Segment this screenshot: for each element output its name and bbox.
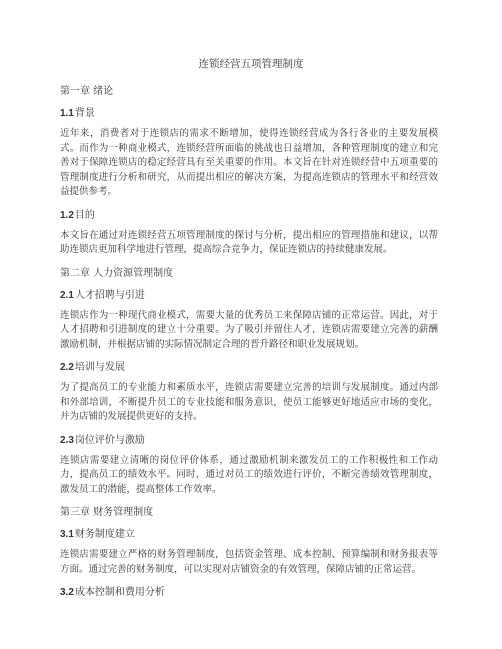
section-number: 3.2 xyxy=(60,587,74,598)
paragraph: 连锁店需要建立清晰的岗位评价体系，通过激励机制来激发员工的工作积极性和工作动力，提高员工的绩效水平。同时，通过对员工的绩效进行评价，不断完善绩效管理制度，激发员工的潜能，提高整体工作效率。 xyxy=(60,454,438,495)
section-heading xyxy=(60,107,442,121)
chapter-heading: 第三章 财务管理制度 xyxy=(60,507,154,518)
chapter-heading: 第二章 人力资源管理制度 xyxy=(60,267,174,279)
section-title: 岗位评价与激励 xyxy=(74,434,145,446)
paragraph: 连锁店作为一种现代商业模式，需要大量的优秀员工来保障店铺的正常运营。因此，对于人才招聘和引进制度的建立十分重要。为了吸引并留住人才，连锁店需要建立完善的薪酬激励机制，并根据店铺的实际情况制定合理的晋升路径和职业发展规划。 xyxy=(60,309,438,350)
section-number: 2.1 xyxy=(60,289,74,301)
section-number: 1.1 xyxy=(60,108,74,119)
document-body xyxy=(60,85,442,600)
section-heading xyxy=(60,289,442,303)
section-number: 2.2 xyxy=(60,362,74,373)
section-title: 培训与发展 xyxy=(74,362,125,373)
section-heading xyxy=(60,209,442,223)
section-title: 人才招聘与引进 xyxy=(74,289,145,301)
paragraph: 为了提高员工的专业能力和素质水平，连锁店需要建立完善的培训与发展制度。通过内部和外部培训，不断提升员工的专业技能和服务意识，使员工能够更好地适应市场的变化，并为店铺的发展提供更好的支持。 xyxy=(60,382,438,422)
section-heading xyxy=(60,361,442,375)
section-number: 3.1 xyxy=(60,529,74,540)
section-number: 1.2 xyxy=(60,209,74,221)
section-title: 背景 xyxy=(74,108,95,119)
paragraph: 近年来，消费者对于连锁店的需求不断增加，使得连锁经营成为各行各业的主要发展模式。而作为一种商业模式，连锁经营所面临的挑战也日益增加，各种管理制度的建立和完善对于保障连锁店的稳定经营具有至关重要的作用。本文旨在针对连锁经营中五项重要的管理制度进行分析和研究，从而提出相应的解决方案，为提高连锁店的管理水平和经营效益提供参考。 xyxy=(60,128,438,197)
section-heading xyxy=(60,434,442,448)
chapter-heading: 第一章 绪论 xyxy=(60,86,114,97)
section-title: 财务制度建立 xyxy=(74,529,135,540)
section-number: 2.3 xyxy=(60,434,74,446)
section-heading xyxy=(60,528,442,542)
paragraph: 本文旨在通过对连锁经营五项管理制度的探讨与分析，提出相应的管理措施和建议，以帮助连锁店更加科学地进行管理，提高综合竞争力，保证连锁店的持续健康发展。 xyxy=(60,229,438,255)
section-title: 成本控制和费用分析 xyxy=(74,587,165,598)
section-heading xyxy=(60,586,442,600)
document-title: 连锁经营五项管理制度 xyxy=(198,58,304,70)
section-title: 目的 xyxy=(74,209,95,221)
paragraph: 连锁店需要建立严格的财务管理制度，包括资金管理、成本控制、预算编制和财务报表等方面。通过完善的财务制度，可以实现对店铺资金的有效管理，保障店铺的正常运营。 xyxy=(60,549,438,575)
